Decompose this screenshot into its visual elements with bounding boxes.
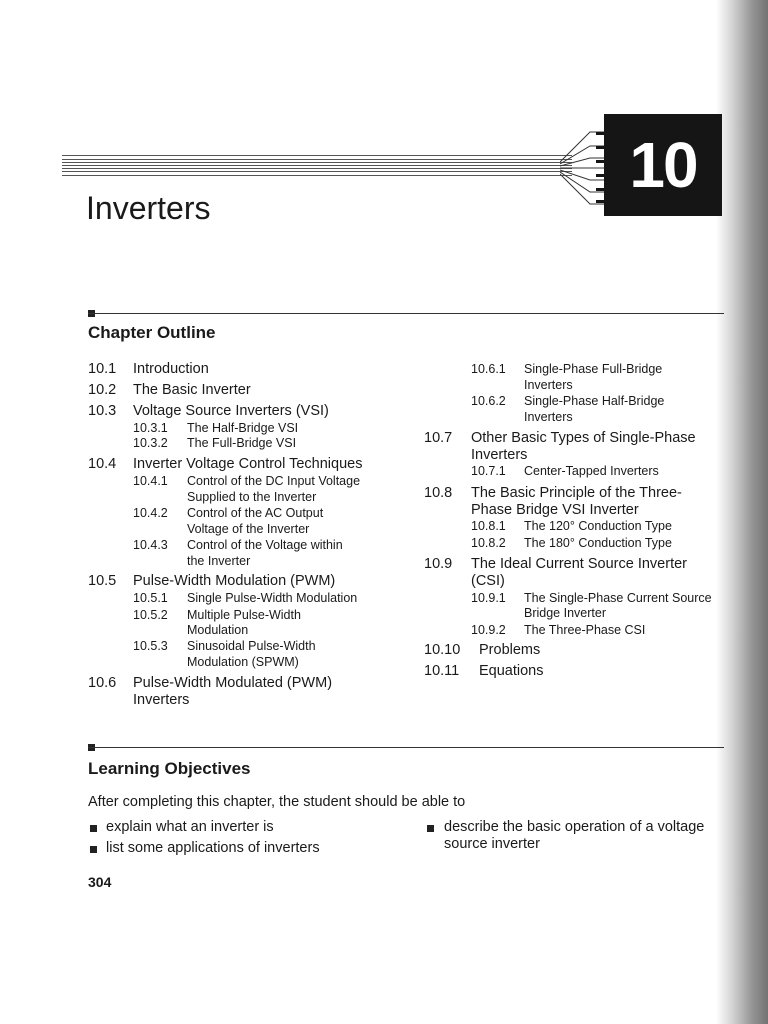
outline-subitem-title-cont: Inverters (524, 410, 573, 424)
outline-subitem-number: 10.3.1 (133, 421, 168, 435)
outline-subitem-title: Control of the Voltage within (187, 538, 343, 552)
outline-subitem-title-cont: Voltage of the Inverter (187, 522, 310, 536)
chip-pin (596, 188, 608, 191)
square-bullet-icon (90, 825, 97, 832)
header-rules (62, 155, 572, 177)
objectives-heading: Learning Objectives (88, 759, 251, 778)
outline-subitem-number: 10.5.1 (133, 591, 168, 605)
square-bullet-icon (90, 846, 97, 853)
outline-subitem-number: 10.9.2 (471, 623, 506, 637)
section-rule (88, 747, 724, 748)
outline-item-title: Problems (479, 642, 541, 658)
section-rule (88, 313, 724, 314)
square-bullet-icon (427, 825, 434, 832)
outline-subitem-title: The Three-Phase CSI (524, 623, 646, 637)
outline-subitem-number: 10.8.1 (471, 519, 506, 533)
outline-subitem-number: 10.5.2 (133, 608, 168, 622)
objective-item: explain what an inverter is (106, 819, 274, 835)
objective-item-cont: source inverter (444, 836, 540, 852)
chapter-number-badge (604, 114, 722, 216)
outline-subitem-number: 10.4.2 (133, 506, 168, 520)
outline-subitem-title: Single Pulse-Width Modulation (187, 591, 358, 605)
outline-item-title: The Basic Principle of the Three- (471, 485, 682, 501)
outline-subitem-number: 10.8.2 (471, 536, 506, 550)
outline-item-title: Other Basic Types of Single-Phase (471, 430, 696, 446)
outline-subitem-title-cont: Bridge Inverter (524, 606, 606, 620)
outline-item (88, 360, 116, 379)
outline-subitem-title: The 180° Conduction Type (524, 536, 672, 550)
outline-item-title: Voltage Source Inverters (VSI) (133, 403, 329, 419)
page-number: 304 (88, 874, 112, 890)
outline-subitem-number: 10.5.3 (133, 639, 168, 653)
outline-item-title: The Ideal Current Source Inverter (471, 556, 687, 572)
outline-subitem-number: 10.4.1 (133, 474, 168, 488)
outline-item-number: 10.4 (88, 456, 117, 472)
outline-item-title-cont: Phase Bridge VSI Inverter (471, 502, 639, 518)
outline-item-number: 10.11 (424, 663, 460, 679)
outline-subitem-number: 10.3.2 (133, 436, 168, 450)
outline-item-title: Inverter Voltage Control Techniques (133, 456, 363, 472)
objective-item: list some applications of inverters (106, 840, 320, 856)
outline-item-number: 10.7 (424, 430, 453, 446)
outline-subitem-number: 10.6.1 (471, 362, 506, 376)
outline-subitem-title-cont: Modulation (187, 623, 249, 637)
outline-item-title-cont: Inverters (133, 692, 190, 708)
chip-pin (596, 146, 608, 149)
outline-subitem-title: Control of the AC Output (187, 506, 324, 520)
outline-subitem-title: Single-Phase Full-Bridge (524, 362, 663, 376)
objectives-intro: After completing this chapter, the student should be able to (88, 794, 466, 810)
outline-subitem-title-cont: Supplied to the Inverter (187, 490, 317, 504)
outline-item-title: Equations (479, 663, 544, 679)
outline-subitem-title: Sinusoidal Pulse-Width (187, 639, 316, 653)
outline-subitem-title-cont: Modulation (SPWM) (187, 655, 299, 669)
outline-subitem-number: 10.9.1 (471, 591, 506, 605)
outline-subitem-title: Center-Tapped Inverters (524, 464, 659, 478)
outline-item-number: 10.1 (88, 361, 117, 377)
outline-subitem-title: The Half-Bridge VSI (187, 421, 299, 435)
outline-item-number: 10.8 (424, 485, 453, 501)
outline-subitem-title: Control of the DC Input Voltage (187, 474, 361, 488)
outline-item-number: 10.3 (88, 403, 117, 419)
outline-item-title-cont: Inverters (471, 447, 528, 463)
outline-item-title: Introduction (133, 361, 209, 377)
chip-pin (596, 132, 608, 135)
outline-item-number: 10.2 (88, 382, 117, 398)
chapter-title: Inverters (86, 190, 211, 226)
outline-subitem-title: The Single-Phase Current Source (524, 591, 712, 605)
page-edge-shadow (716, 0, 768, 1024)
outline-item-title: The Basic Inverter (133, 382, 251, 398)
outline-subitem-title-cont: Inverters (524, 378, 573, 392)
chapter-number: 10 (629, 129, 697, 201)
outline-heading: Chapter Outline (88, 323, 216, 342)
outline-subitem-title: The 120° Conduction Type (524, 519, 672, 533)
chip-pin (596, 160, 608, 163)
outline-item-number: 10.9 (424, 556, 453, 572)
outline-item-title: Pulse-Width Modulated (PWM) (133, 675, 333, 691)
outline-subitem-number: 10.7.1 (471, 464, 506, 478)
chip-pin (596, 200, 608, 203)
outline-subitem-title: The Full-Bridge VSI (187, 436, 297, 450)
objective-item: describe the basic operation of a voltage (444, 819, 705, 835)
outline-subitem-number: 10.6.2 (471, 394, 506, 408)
outline-subitem-title: Single-Phase Half-Bridge (524, 394, 665, 408)
outline-item-number: 10.10 (424, 642, 461, 658)
outline-item-number: 10.5 (88, 573, 117, 589)
outline-subitem-number: 10.4.3 (133, 538, 168, 552)
outline-item-title-cont: (CSI) (471, 573, 505, 589)
outline-item-number: 10.6 (88, 675, 117, 691)
outline-subitem-title: Multiple Pulse-Width (187, 608, 301, 622)
outline-subitem-title-cont: the Inverter (187, 554, 251, 568)
chip-pin (596, 174, 608, 177)
outline-item-title: Pulse-Width Modulation (PWM) (133, 573, 336, 589)
